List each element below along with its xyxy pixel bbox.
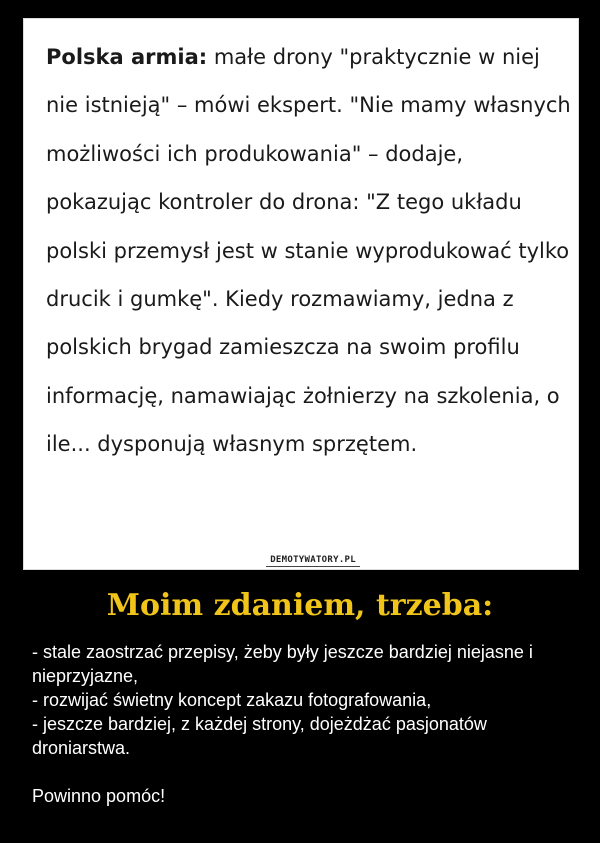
site-watermark: DEMOTYWATORY.PL [266,554,360,567]
closing-line: Powinno pomóc! [32,786,166,806]
list-item: - jeszcze bardziej, z każdej strony, dojeżdżać pasjonatów droniarstwa. [32,714,492,758]
paragraph-spacer [32,760,572,784]
image-frame [23,18,579,570]
quote-text-block [46,33,571,469]
list-item: - rozwijać świetny koncept zakazu fotografowania, [32,690,432,710]
quote-body: małe drony "praktycznie w niej nie istnieją" – mówi ekspert. "Nie mamy własnych możliwości ich produkowania" – dodaje, pokazując kontroler do drona: "Z tego układu polski przemysł jest w stanie wyprodukować tylko drucik i gumkę". Kiedy rozmawiamy, jedna z polskich brygad zamieszcza na swoim profilu informację, namawiając żołnierzy na szkolenia, o ile... dysponują własnym sprzętem. [46,45,571,457]
post-title: Moim zdaniem, trzeba: [106,588,494,623]
post-description [32,640,572,808]
list-item: - stale zaostrzać przepisy, żeby były jeszcze bardziej niejasne i nieprzyjazne, [32,642,538,686]
quote-lead: Polska armia: [46,45,208,69]
